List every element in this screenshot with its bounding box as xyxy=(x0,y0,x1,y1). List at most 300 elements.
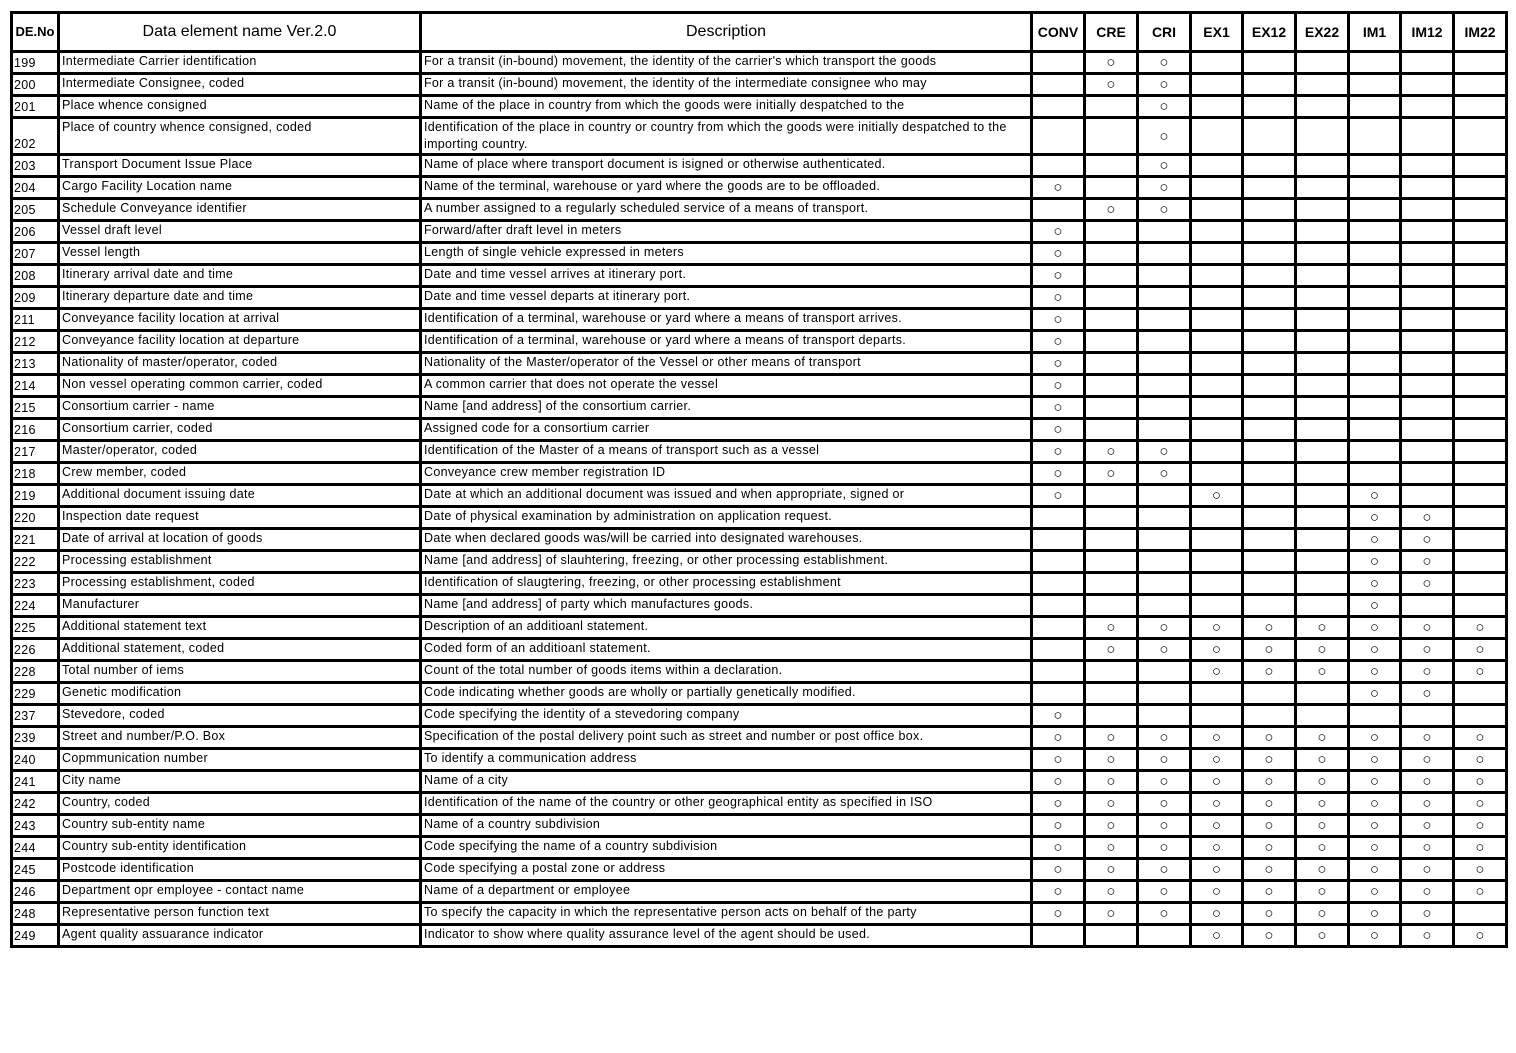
mark-cell-im12: ○ xyxy=(1401,529,1454,551)
table-row xyxy=(12,573,1507,595)
name-cell: Agent quality assuarance indicator xyxy=(59,925,421,947)
mark-cell-ex22 xyxy=(1296,705,1349,727)
mark-cell-ex1: ○ xyxy=(1191,903,1243,925)
mark-cell-conv xyxy=(1032,617,1085,639)
mark-cell-ex1 xyxy=(1191,507,1243,529)
mark-cell-ex22 xyxy=(1296,331,1349,353)
mark-cell-conv xyxy=(1032,96,1085,118)
description-cell: For a transit (in-bound) movement, the identity of the carrier's which transport the goods xyxy=(421,52,1032,74)
description-cell: Length of single vehicle expressed in meters xyxy=(421,243,1032,265)
mark-cell-ex1: ○ xyxy=(1191,881,1243,903)
mark-cell-ex12: ○ xyxy=(1243,749,1296,771)
mark-cell-im1 xyxy=(1349,463,1401,485)
description-cell: A common carrier that does not operate the vessel xyxy=(421,375,1032,397)
description-cell: To identify a communication address xyxy=(421,749,1032,771)
mark-cell-conv: ○ xyxy=(1032,749,1085,771)
mark-cell-im1: ○ xyxy=(1349,793,1401,815)
name-cell: Country, coded xyxy=(59,793,421,815)
mark-cell-conv: ○ xyxy=(1032,375,1085,397)
mark-cell-ex1 xyxy=(1191,177,1243,199)
mark-cell-conv xyxy=(1032,573,1085,595)
mark-cell-ex1: ○ xyxy=(1191,815,1243,837)
table-row xyxy=(12,331,1507,353)
header-cre: CRE xyxy=(1085,13,1138,52)
mark-cell-ex12 xyxy=(1243,74,1296,96)
mark-cell-ex22 xyxy=(1296,52,1349,74)
table-row xyxy=(12,815,1507,837)
name-cell: Representative person function text xyxy=(59,903,421,925)
mark-cell-cri: ○ xyxy=(1138,815,1191,837)
mark-cell-ex22 xyxy=(1296,463,1349,485)
mark-cell-im12: ○ xyxy=(1401,859,1454,881)
mark-cell-cre: ○ xyxy=(1085,52,1138,74)
table-row xyxy=(12,441,1507,463)
mark-cell-ex22 xyxy=(1296,397,1349,419)
mark-cell-ex22 xyxy=(1296,96,1349,118)
table-row xyxy=(12,155,1507,177)
de-no-cell: 239 xyxy=(12,727,59,749)
mark-cell-im12 xyxy=(1401,96,1454,118)
mark-cell-cre xyxy=(1085,683,1138,705)
mark-cell-im12 xyxy=(1401,221,1454,243)
mark-cell-ex22: ○ xyxy=(1296,815,1349,837)
mark-cell-im12: ○ xyxy=(1401,837,1454,859)
mark-cell-ex12 xyxy=(1243,199,1296,221)
description-cell: Date when declared goods was/will be carried into designated warehouses. xyxy=(421,529,1032,551)
de-no-cell: 241 xyxy=(12,771,59,793)
description-cell: Name of a country subdivision xyxy=(421,815,1032,837)
mark-cell-cri xyxy=(1138,287,1191,309)
name-cell: Vessel length xyxy=(59,243,421,265)
mark-cell-im12: ○ xyxy=(1401,881,1454,903)
mark-cell-im1 xyxy=(1349,243,1401,265)
mark-cell-ex12: ○ xyxy=(1243,903,1296,925)
table-row xyxy=(12,177,1507,199)
mark-cell-im12 xyxy=(1401,309,1454,331)
mark-cell-conv xyxy=(1032,118,1085,155)
mark-cell-ex1 xyxy=(1191,463,1243,485)
mark-cell-im1 xyxy=(1349,375,1401,397)
de-no-cell: 213 xyxy=(12,353,59,375)
mark-cell-ex12 xyxy=(1243,573,1296,595)
mark-cell-im22 xyxy=(1454,331,1507,353)
mark-cell-ex1: ○ xyxy=(1191,771,1243,793)
mark-cell-ex22 xyxy=(1296,419,1349,441)
mark-cell-cre: ○ xyxy=(1085,815,1138,837)
mark-cell-ex1 xyxy=(1191,309,1243,331)
mark-cell-im22 xyxy=(1454,74,1507,96)
mark-cell-ex12 xyxy=(1243,441,1296,463)
mark-cell-im22: ○ xyxy=(1454,617,1507,639)
description-cell: Identification of the Master of a means of transport such as a vessel xyxy=(421,441,1032,463)
mark-cell-im1 xyxy=(1349,177,1401,199)
mark-cell-conv xyxy=(1032,925,1085,947)
data-element-table xyxy=(10,11,1508,948)
name-cell: Conveyance facility location at departure xyxy=(59,331,421,353)
mark-cell-conv: ○ xyxy=(1032,881,1085,903)
table-row xyxy=(12,485,1507,507)
mark-cell-cri: ○ xyxy=(1138,463,1191,485)
mark-cell-im12 xyxy=(1401,155,1454,177)
mark-cell-conv: ○ xyxy=(1032,903,1085,925)
de-no-cell: 220 xyxy=(12,507,59,529)
header-conv: CONV xyxy=(1032,13,1085,52)
mark-cell-ex1 xyxy=(1191,705,1243,727)
de-no-cell: 242 xyxy=(12,793,59,815)
mark-cell-ex12: ○ xyxy=(1243,727,1296,749)
table-row xyxy=(12,749,1507,771)
mark-cell-conv xyxy=(1032,639,1085,661)
mark-cell-im1 xyxy=(1349,419,1401,441)
mark-cell-im22: ○ xyxy=(1454,639,1507,661)
mark-cell-im1 xyxy=(1349,287,1401,309)
mark-cell-conv xyxy=(1032,507,1085,529)
description-cell: Identification of the name of the country or other geographical entity as specified in ISO xyxy=(421,793,1032,815)
de-no-cell: 222 xyxy=(12,551,59,573)
mark-cell-ex22 xyxy=(1296,177,1349,199)
mark-cell-im22: ○ xyxy=(1454,815,1507,837)
mark-cell-ex12 xyxy=(1243,287,1296,309)
name-cell: Postcode identification xyxy=(59,859,421,881)
mark-cell-im22 xyxy=(1454,463,1507,485)
mark-cell-conv: ○ xyxy=(1032,265,1085,287)
description-cell: Date and time vessel departs at itinerary port. xyxy=(421,287,1032,309)
mark-cell-ex22 xyxy=(1296,199,1349,221)
table-row xyxy=(12,617,1507,639)
name-cell: Vessel draft level xyxy=(59,221,421,243)
mark-cell-ex1 xyxy=(1191,243,1243,265)
description-cell: A number assigned to a regularly scheduled service of a means of transport. xyxy=(421,199,1032,221)
mark-cell-ex22 xyxy=(1296,287,1349,309)
header-name: Data element name Ver.2.0 xyxy=(59,13,421,52)
table-row xyxy=(12,74,1507,96)
mark-cell-ex12 xyxy=(1243,551,1296,573)
mark-cell-im12 xyxy=(1401,375,1454,397)
mark-cell-im22 xyxy=(1454,485,1507,507)
description-cell: Code specifying the name of a country subdivision xyxy=(421,837,1032,859)
mark-cell-im22 xyxy=(1454,441,1507,463)
name-cell: Cargo Facility Location name xyxy=(59,177,421,199)
description-cell: Name [and address] of slauhtering, freezing, or other processing establishment. xyxy=(421,551,1032,573)
mark-cell-conv: ○ xyxy=(1032,353,1085,375)
mark-cell-cre: ○ xyxy=(1085,74,1138,96)
mark-cell-im1: ○ xyxy=(1349,727,1401,749)
de-no-cell: 205 xyxy=(12,199,59,221)
table-row xyxy=(12,683,1507,705)
mark-cell-cre xyxy=(1085,661,1138,683)
mark-cell-im22 xyxy=(1454,903,1507,925)
de-no-cell: 226 xyxy=(12,639,59,661)
mark-cell-cri xyxy=(1138,419,1191,441)
table-row xyxy=(12,925,1507,947)
mark-cell-cri xyxy=(1138,331,1191,353)
mark-cell-ex1 xyxy=(1191,353,1243,375)
mark-cell-ex22 xyxy=(1296,683,1349,705)
de-no-cell: 208 xyxy=(12,265,59,287)
mark-cell-ex12 xyxy=(1243,507,1296,529)
table-row xyxy=(12,881,1507,903)
table-row xyxy=(12,287,1507,309)
mark-cell-ex1 xyxy=(1191,683,1243,705)
mark-cell-cre: ○ xyxy=(1085,793,1138,815)
mark-cell-im1: ○ xyxy=(1349,551,1401,573)
table-row xyxy=(12,397,1507,419)
name-cell: Country sub-entity name xyxy=(59,815,421,837)
name-cell: Genetic modification xyxy=(59,683,421,705)
header-im12: IM12 xyxy=(1401,13,1454,52)
description-cell: Count of the total number of goods items within a declaration. xyxy=(421,661,1032,683)
description-cell: Nationality of the Master/operator of the Vessel or other means of transport xyxy=(421,353,1032,375)
mark-cell-im1: ○ xyxy=(1349,837,1401,859)
mark-cell-ex22: ○ xyxy=(1296,837,1349,859)
mark-cell-im22 xyxy=(1454,118,1507,155)
mark-cell-cri: ○ xyxy=(1138,749,1191,771)
mark-cell-im12: ○ xyxy=(1401,815,1454,837)
description-cell: Identification of slaugtering, freezing, or other processing establishment xyxy=(421,573,1032,595)
de-no-cell: 223 xyxy=(12,573,59,595)
mark-cell-ex22 xyxy=(1296,74,1349,96)
mark-cell-im12 xyxy=(1401,331,1454,353)
mark-cell-cri: ○ xyxy=(1138,859,1191,881)
mark-cell-im22 xyxy=(1454,96,1507,118)
table-row xyxy=(12,375,1507,397)
mark-cell-ex22 xyxy=(1296,573,1349,595)
mark-cell-im1: ○ xyxy=(1349,881,1401,903)
name-cell: City name xyxy=(59,771,421,793)
mark-cell-im1 xyxy=(1349,397,1401,419)
de-no-cell: 211 xyxy=(12,309,59,331)
name-cell: Conveyance facility location at arrival xyxy=(59,309,421,331)
mark-cell-im1: ○ xyxy=(1349,661,1401,683)
de-no-cell: 224 xyxy=(12,595,59,617)
mark-cell-cre xyxy=(1085,221,1138,243)
name-cell: Processing establishment, coded xyxy=(59,573,421,595)
mark-cell-im22 xyxy=(1454,265,1507,287)
de-no-cell: 248 xyxy=(12,903,59,925)
mark-cell-cri xyxy=(1138,683,1191,705)
name-cell: Consortium carrier - name xyxy=(59,397,421,419)
table-row xyxy=(12,52,1507,74)
mark-cell-ex22: ○ xyxy=(1296,771,1349,793)
description-cell: Code indicating whether goods are wholly or partially genetically modified. xyxy=(421,683,1032,705)
description-cell: Name of the place in country from which the goods were initially despatched to the xyxy=(421,96,1032,118)
mark-cell-im12: ○ xyxy=(1401,793,1454,815)
mark-cell-im22 xyxy=(1454,573,1507,595)
mark-cell-im22 xyxy=(1454,52,1507,74)
table-row xyxy=(12,727,1507,749)
mark-cell-ex12: ○ xyxy=(1243,639,1296,661)
mark-cell-im1 xyxy=(1349,353,1401,375)
de-no-cell: 214 xyxy=(12,375,59,397)
name-cell: Total number of iems xyxy=(59,661,421,683)
mark-cell-im22 xyxy=(1454,529,1507,551)
mark-cell-ex22: ○ xyxy=(1296,727,1349,749)
mark-cell-im22 xyxy=(1454,375,1507,397)
mark-cell-cre xyxy=(1085,265,1138,287)
mark-cell-conv: ○ xyxy=(1032,243,1085,265)
header-ex1: EX1 xyxy=(1191,13,1243,52)
mark-cell-cri xyxy=(1138,529,1191,551)
mark-cell-cri: ○ xyxy=(1138,617,1191,639)
table-row xyxy=(12,265,1507,287)
mark-cell-im1: ○ xyxy=(1349,683,1401,705)
mark-cell-im12: ○ xyxy=(1401,639,1454,661)
mark-cell-im1 xyxy=(1349,265,1401,287)
description-cell: Date of physical examination by administration on application request. xyxy=(421,507,1032,529)
mark-cell-cre xyxy=(1085,397,1138,419)
de-no-cell: 218 xyxy=(12,463,59,485)
de-no-cell: 204 xyxy=(12,177,59,199)
mark-cell-ex1: ○ xyxy=(1191,793,1243,815)
mark-cell-conv: ○ xyxy=(1032,859,1085,881)
mark-cell-im12 xyxy=(1401,199,1454,221)
mark-cell-conv xyxy=(1032,74,1085,96)
mark-cell-im1: ○ xyxy=(1349,485,1401,507)
mark-cell-ex1 xyxy=(1191,595,1243,617)
mark-cell-cre xyxy=(1085,705,1138,727)
table-row xyxy=(12,96,1507,118)
mark-cell-im22 xyxy=(1454,177,1507,199)
mark-cell-ex22: ○ xyxy=(1296,661,1349,683)
mark-cell-im22 xyxy=(1454,397,1507,419)
mark-cell-conv: ○ xyxy=(1032,287,1085,309)
name-cell: Intermediate Carrier identification xyxy=(59,52,421,74)
mark-cell-im1: ○ xyxy=(1349,925,1401,947)
de-no-cell: 244 xyxy=(12,837,59,859)
de-no-cell: 206 xyxy=(12,221,59,243)
mark-cell-im22: ○ xyxy=(1454,925,1507,947)
description-cell: Identification of a terminal, warehouse or yard where a means of transport arrives. xyxy=(421,309,1032,331)
mark-cell-ex22 xyxy=(1296,221,1349,243)
mark-cell-im12 xyxy=(1401,485,1454,507)
mark-cell-cri: ○ xyxy=(1138,881,1191,903)
mark-cell-cri xyxy=(1138,375,1191,397)
mark-cell-cre: ○ xyxy=(1085,441,1138,463)
table-row xyxy=(12,837,1507,859)
mark-cell-ex22 xyxy=(1296,595,1349,617)
name-cell: Master/operator, coded xyxy=(59,441,421,463)
name-cell: Schedule Conveyance identifier xyxy=(59,199,421,221)
mark-cell-ex1 xyxy=(1191,375,1243,397)
mark-cell-im22 xyxy=(1454,507,1507,529)
mark-cell-ex12 xyxy=(1243,118,1296,155)
mark-cell-cri: ○ xyxy=(1138,199,1191,221)
mark-cell-ex22 xyxy=(1296,507,1349,529)
mark-cell-ex22 xyxy=(1296,375,1349,397)
mark-cell-conv: ○ xyxy=(1032,837,1085,859)
mark-cell-cri: ○ xyxy=(1138,177,1191,199)
mark-cell-ex22 xyxy=(1296,485,1349,507)
mark-cell-conv xyxy=(1032,661,1085,683)
mark-cell-ex22 xyxy=(1296,118,1349,155)
mark-cell-conv xyxy=(1032,199,1085,221)
description-cell: Name [and address] of the consortium carrier. xyxy=(421,397,1032,419)
mark-cell-im22 xyxy=(1454,595,1507,617)
mark-cell-im1 xyxy=(1349,199,1401,221)
mark-cell-conv xyxy=(1032,683,1085,705)
description-cell: Name [and address] of party which manufactures goods. xyxy=(421,595,1032,617)
name-cell: Place of country whence consigned, coded xyxy=(59,118,421,155)
mark-cell-im1: ○ xyxy=(1349,573,1401,595)
mark-cell-ex22 xyxy=(1296,265,1349,287)
mark-cell-ex22: ○ xyxy=(1296,903,1349,925)
mark-cell-ex1 xyxy=(1191,397,1243,419)
mark-cell-ex1 xyxy=(1191,551,1243,573)
mark-cell-im22 xyxy=(1454,309,1507,331)
table-row xyxy=(12,353,1507,375)
table-row xyxy=(12,507,1507,529)
mark-cell-im12 xyxy=(1401,243,1454,265)
mark-cell-im12: ○ xyxy=(1401,683,1454,705)
mark-cell-ex12: ○ xyxy=(1243,661,1296,683)
mark-cell-ex12 xyxy=(1243,221,1296,243)
name-cell: Street and number/P.O. Box xyxy=(59,727,421,749)
de-no-cell: 243 xyxy=(12,815,59,837)
mark-cell-cri: ○ xyxy=(1138,74,1191,96)
mark-cell-cre xyxy=(1085,309,1138,331)
mark-cell-ex12 xyxy=(1243,529,1296,551)
description-cell: Forward/after draft level in meters xyxy=(421,221,1032,243)
mark-cell-conv: ○ xyxy=(1032,221,1085,243)
de-no-cell: 215 xyxy=(12,397,59,419)
mark-cell-cre: ○ xyxy=(1085,639,1138,661)
mark-cell-im12: ○ xyxy=(1401,903,1454,925)
mark-cell-conv xyxy=(1032,529,1085,551)
mark-cell-im22 xyxy=(1454,705,1507,727)
mark-cell-im1 xyxy=(1349,74,1401,96)
mark-cell-ex1: ○ xyxy=(1191,639,1243,661)
mark-cell-im1 xyxy=(1349,331,1401,353)
mark-cell-conv: ○ xyxy=(1032,331,1085,353)
name-cell: Additional document issuing date xyxy=(59,485,421,507)
mark-cell-cre xyxy=(1085,353,1138,375)
de-no-cell: 228 xyxy=(12,661,59,683)
mark-cell-cre: ○ xyxy=(1085,881,1138,903)
de-no-cell: 237 xyxy=(12,705,59,727)
mark-cell-im1 xyxy=(1349,705,1401,727)
mark-cell-cri: ○ xyxy=(1138,793,1191,815)
mark-cell-ex1: ○ xyxy=(1191,617,1243,639)
table-row xyxy=(12,705,1507,727)
mark-cell-im1 xyxy=(1349,96,1401,118)
table-row xyxy=(12,639,1507,661)
mark-cell-im12 xyxy=(1401,177,1454,199)
de-no-cell: 202 xyxy=(12,118,59,155)
mark-cell-im1: ○ xyxy=(1349,639,1401,661)
description-cell: Description of an additioanl statement. xyxy=(421,617,1032,639)
de-no-cell: 217 xyxy=(12,441,59,463)
mark-cell-ex22: ○ xyxy=(1296,639,1349,661)
table-row xyxy=(12,309,1507,331)
mark-cell-cri xyxy=(1138,573,1191,595)
mark-cell-cri xyxy=(1138,265,1191,287)
mark-cell-im22 xyxy=(1454,287,1507,309)
mark-cell-cri: ○ xyxy=(1138,155,1191,177)
mark-cell-conv: ○ xyxy=(1032,441,1085,463)
mark-cell-conv: ○ xyxy=(1032,815,1085,837)
mark-cell-im1: ○ xyxy=(1349,507,1401,529)
mark-cell-cre: ○ xyxy=(1085,199,1138,221)
mark-cell-ex22: ○ xyxy=(1296,859,1349,881)
mark-cell-ex12 xyxy=(1243,155,1296,177)
mark-cell-ex12: ○ xyxy=(1243,837,1296,859)
mark-cell-cri xyxy=(1138,221,1191,243)
mark-cell-ex1: ○ xyxy=(1191,925,1243,947)
mark-cell-ex12 xyxy=(1243,375,1296,397)
name-cell: Processing establishment xyxy=(59,551,421,573)
mark-cell-ex22: ○ xyxy=(1296,749,1349,771)
de-no-cell: 209 xyxy=(12,287,59,309)
